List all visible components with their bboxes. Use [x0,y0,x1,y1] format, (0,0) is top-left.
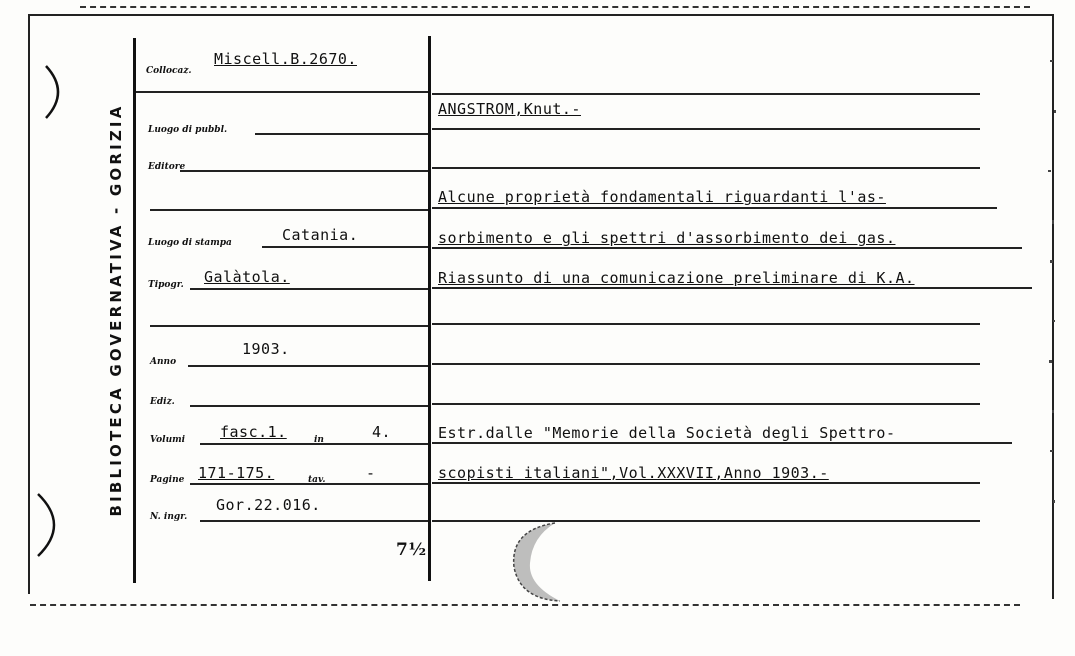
top-border [28,14,1053,16]
value-n-ingresso: Gor.22.016. [216,496,321,514]
rule-anno [188,365,428,367]
label-tipografo: Tipogr. [148,280,184,290]
rule-right-1 [432,128,980,130]
label-collocazione: Collocaz. [146,66,192,76]
value-tipografo: Galàtola. [204,268,290,286]
entry-title-line-3: Riassunto di una comunicazione preliminare di K.A. [438,269,915,287]
punch-hole-bottom [30,490,80,560]
entry-author: ANGSTROM,Knut.- [438,100,581,118]
edge-speckle [1040,20,1070,600]
rule-luogo-stampa [262,246,428,248]
entry-note-line-2: scopisti italiani",Vol.XXXVII,Anno 1903.- [438,464,829,482]
spine-label [104,70,128,550]
rule-right-9 [432,442,1012,444]
value-anno: 1903. [242,340,290,358]
rule-right-7 [432,363,980,365]
label-edizione: Ediz. [150,397,175,407]
label-n-ingresso: N. ingr. [150,512,188,522]
value-in: 4. [372,423,392,441]
rule-right-3 [432,207,997,209]
label-tavole: tav. [308,475,326,485]
label-luogo-pubbl: Luogo di pubbl. [148,125,228,135]
label-volumi: Volumi [150,435,186,445]
value-pagine: 171-175. [198,464,275,482]
label-pagine: Pagine [150,475,185,485]
rule-right-5 [432,287,1032,289]
label-luogo-stampa: Luogo di stampa [148,238,232,248]
rule-blank-2 [150,325,428,327]
rule-right-2 [432,167,980,169]
rule-editore [180,170,428,172]
value-luogo-stampa: Catania. [282,226,359,244]
label-in: in [314,435,324,445]
rule-luogo-pubbl [255,133,428,135]
punch-hole-top [38,62,78,122]
rule-tipografo [190,288,428,290]
entry-title-line-2: sorbimento e gli spettri d'assorbimento dei gas. [438,229,896,247]
value-collocazione: Miscell.B.2670. [214,50,357,68]
rule-collocazione [136,91,428,93]
value-tavole: - [366,464,376,482]
rule-blank-1 [150,209,428,211]
label-editore: Editore [148,162,186,172]
spine-text: BIBLIOTECA GOVERNATIVA - GORIZIA [107,103,125,517]
value-volumi: fasc.1. [220,423,287,441]
rule-right-0 [432,93,980,95]
entry-title-line-1: Alcune proprietà fondamentali riguardanti l'as- [438,188,886,206]
entry-note-line-1: Estr.dalle "Memorie della Società degli Spettro- [438,424,896,442]
rule-right-6 [432,323,980,325]
rule-right-10 [432,482,980,484]
rule-right-4 [432,247,1022,249]
rule-ingresso [200,520,428,522]
handwritten-mark: 7½ [396,540,427,560]
top-edge-dash [80,6,1030,9]
rule-edizione [190,405,428,407]
rule-right-8 [432,403,980,405]
label-anno: Anno [150,357,177,367]
center-vertical-rule [428,36,431,581]
left-vertical-rule [133,38,136,583]
library-stamp [500,515,590,605]
